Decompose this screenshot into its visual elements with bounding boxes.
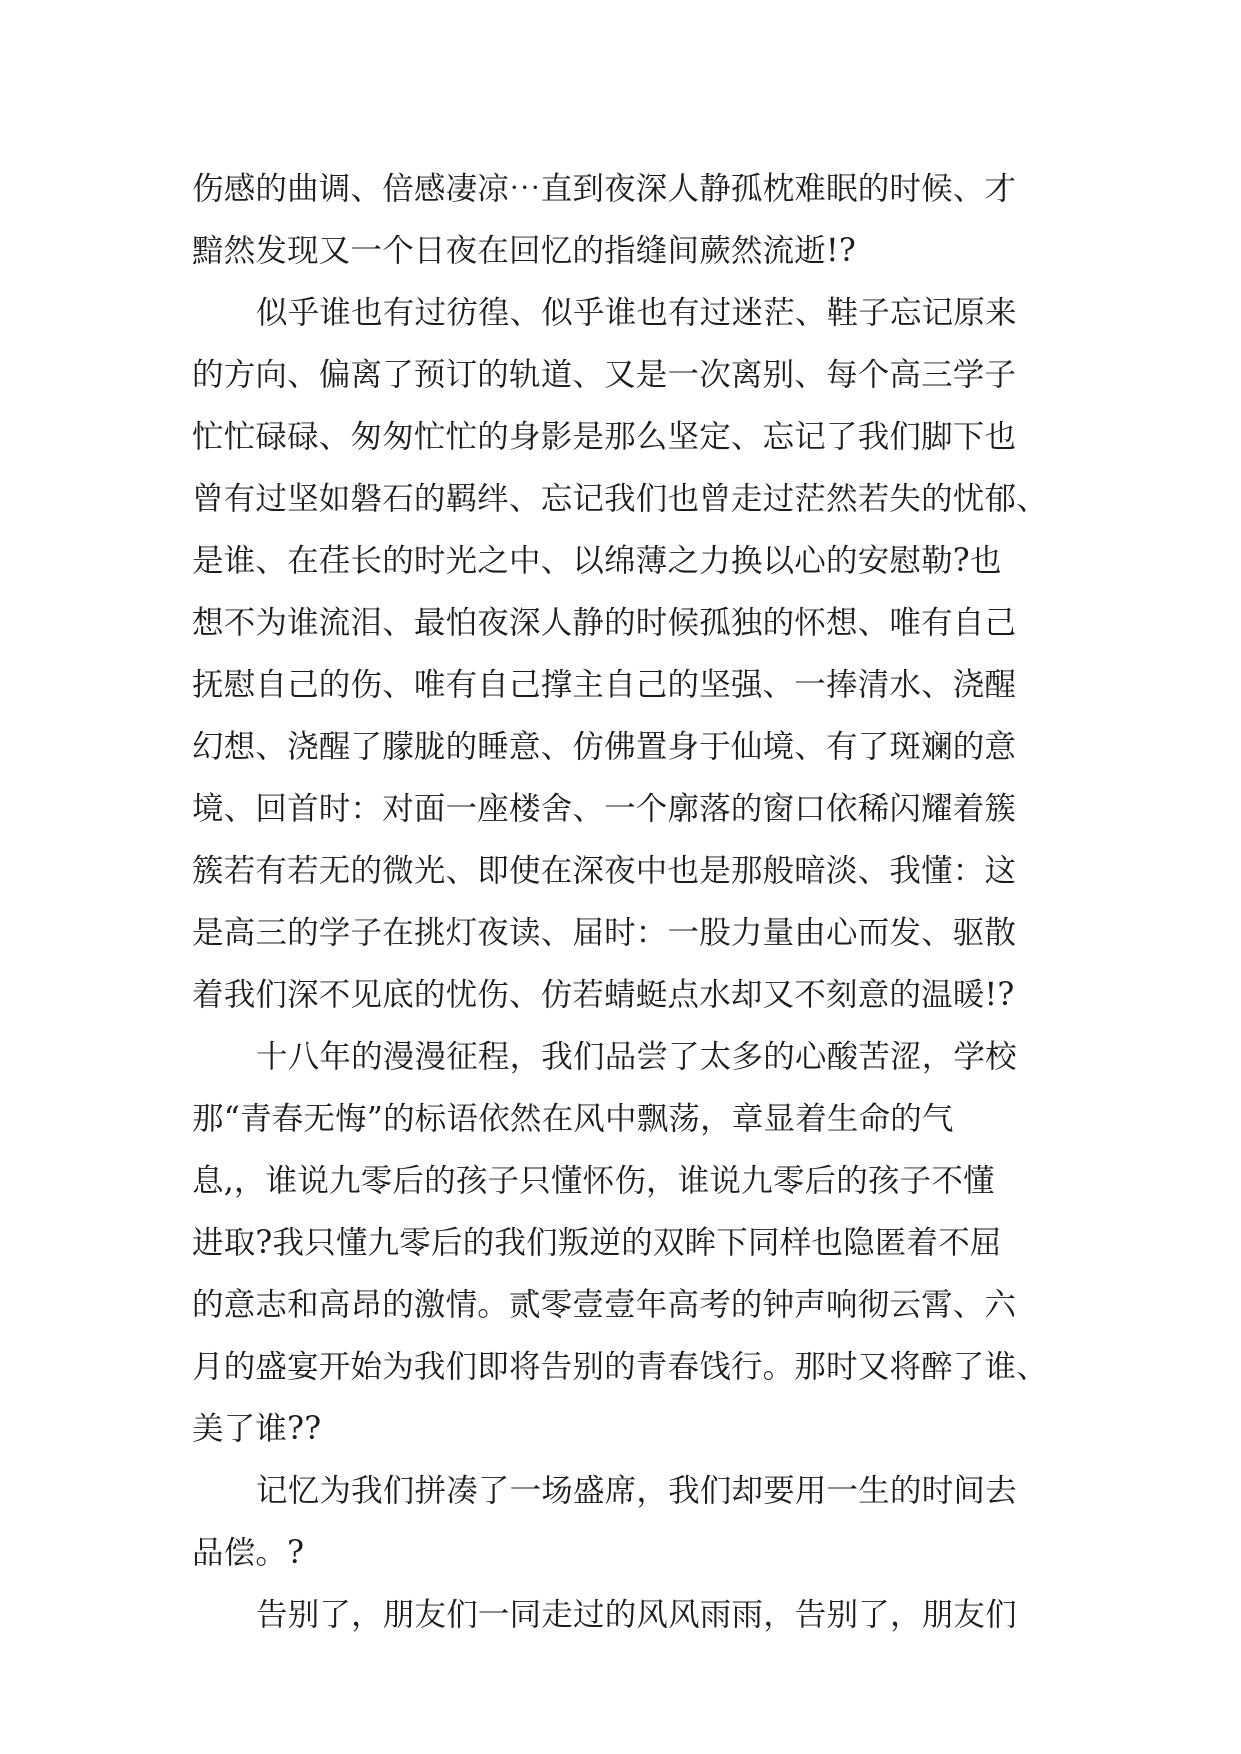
text-line: 那“青春无悔”的标语依然在风中飘荡，章显着生命的气 [192, 1101, 954, 1137]
text-line: 记忆为我们拼凑了一场盛席，我们却要用一生的时间去 [256, 1473, 1017, 1509]
text-line: 十八年的漫漫征程，我们品尝了太多的心酸苦涩，学校 [256, 1039, 1017, 1075]
text-line: 黯然发现又一个日夜在回忆的指缝间蕨然流逝!? [192, 233, 856, 269]
text-line: 息,，谁说九零后的孩子只懂怀伤，谁说九零后的孩子不懂 [192, 1163, 995, 1199]
text-line: 曾有过坚如磐石的羁绊、忘记我们也曾走过茫然若失的忧郁、 [192, 481, 1048, 517]
text-line: 品偿。? [192, 1535, 305, 1571]
text-line: 幻想、浇醒了朦胧的睡意、仿佛置身于仙境、有了斑斓的意 [192, 729, 1017, 765]
text-line: 是高三的学子在挑灯夜读、届时：一股力量由心而发、驱散 [192, 915, 1017, 951]
text-line: 的方向、偏离了预订的轨道、又是一次离别、每个高三学子 [192, 357, 1017, 393]
text-line: 境、回首时：对面一座楼舍、一个廓落的窗口依稀闪耀着簇 [192, 791, 1017, 827]
text-line: 着我们深不见底的忧伤、仿若蜻蜓点水却又不刻意的温暖!? [192, 977, 1015, 1013]
text-line: 月的盛宴开始为我们即将告别的青春饯行。那时又将醉了谁、 [192, 1349, 1048, 1385]
text-line: 忙忙碌碌、匆匆忙忙的身影是那么坚定、忘记了我们脚下也 [192, 419, 1017, 455]
text-line: 是谁、在荏长的时光之中、以绵薄之力换以心的安慰勒?也 [192, 543, 1002, 579]
text-line: 的意志和高昂的激情。贰零壹壹年高考的钟声响彻云霄、六 [192, 1287, 1017, 1323]
text-line: 簇若有若无的微光、即使在深夜中也是那般暗淡、我懂：这 [192, 853, 1017, 889]
text-line: 伤感的曲调、倍感凄凉⋯直到夜深人静孤枕难眠的时候、才 [192, 171, 1017, 207]
text-line: 美了谁?? [192, 1411, 322, 1447]
body-text [192, 158, 1052, 1646]
text-line: 告别了，朋友们一同走过的风风雨雨，告别了，朋友们 [256, 1597, 1017, 1633]
text-line: 想不为谁流泪、最怕夜深人静的时候孤独的怀想、唯有自己 [192, 605, 1017, 641]
text-line: 进取?我只懂九零后的我们叛逆的双眸下同样也隐匿着不屈 [192, 1225, 1002, 1261]
text-line: 似乎谁也有过彷徨、似乎谁也有过迷茫、鞋子忘记原来 [256, 295, 1017, 331]
text-line: 抚慰自己的伤、唯有自己撑主自己的坚强、一捧清水、浇醒 [192, 667, 1017, 703]
